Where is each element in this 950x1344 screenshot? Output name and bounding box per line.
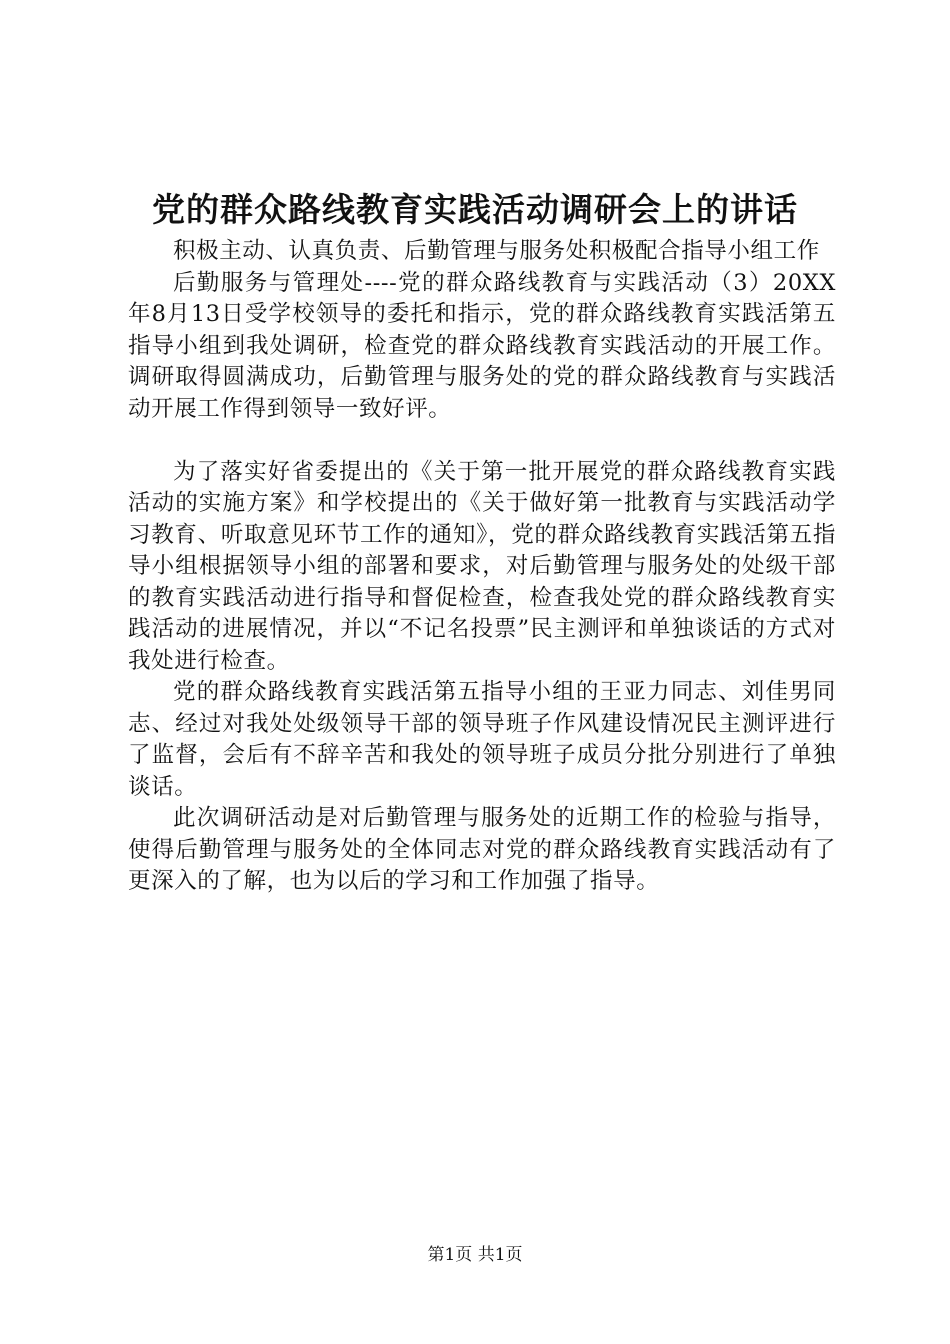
paragraph-implementation: 为了落实好省委提出的《关于第一批开展党的群众路线教育实践活动的实施方案》和学校提出的《关于做好第一批教育与实践活动学习教育、听取意见环节工作的通知》，党的群众路线教育实践活第五指导小组根据领导小组的部署和要求，对后勤管理与服务处的处级干部的教育实践活动进行指导和督促检查，检查我处党的群众路线教育实践活动的进展情况，并以“不记名投票”民主测评和单独谈话的方式对我处进行检查。 <box>128 458 836 674</box>
document-title: 党的群众路线教育实践活动调研会上的讲话 <box>152 190 798 229</box>
paragraph-supervision: 党的群众路线教育实践活第五指导小组的王亚力同志、刘佳男同志、经过对我处处级领导干部的领导班子作风建设情况民主测评进行了监督，会后有不辞辛苦和我处的领导班子成员分批分别进行了单独谈话。 <box>128 679 836 800</box>
document-body <box>128 236 836 898</box>
page-footer: 第1页 共1页 <box>427 1245 523 1265</box>
paragraph-subtitle: 积极主动、认真负责、后勤管理与服务处积极配合指导小组工作 <box>173 238 820 264</box>
paragraph-conclusion: 此次调研活动是对后勤管理与服务处的近期工作的检验与指导，使得后勤管理与服务处的全体同志对党的群众路线教育实践活动有了更深入的了解，也为以后的学习和工作加强了指导。 <box>128 805 836 894</box>
paragraph-intro: 后勤服务与管理处----党的群众路线教育与实践活动（3）20XX年8月13日受学校领导的委托和指示，党的群众路线教育实践活第五指导小组到我处调研，检查党的群众路线教育实践活动的开展工作。调研取得圆满成功，后勤管理与服务处的党的群众路线教育与实践活动开展工作得到领导一致好评。 <box>128 269 836 422</box>
